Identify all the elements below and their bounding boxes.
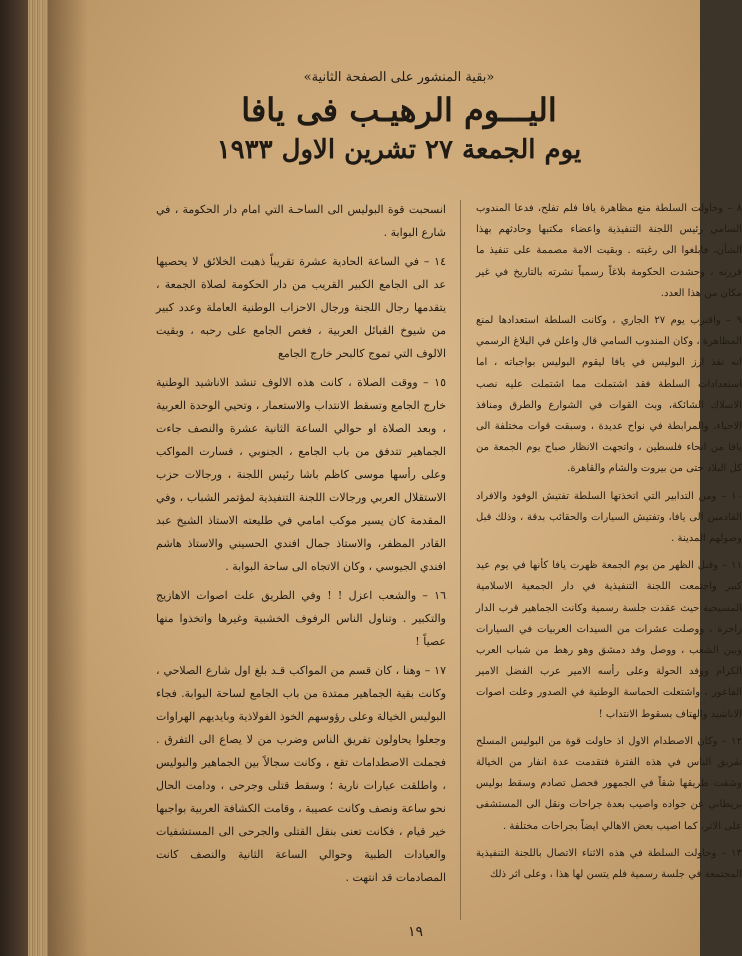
paragraph-17: ١٧ – وهنا ، كان قسم من المواكب قـد بلغ اول شارع الصلاحي ، وكانت بقية الجماهير ممتدة من باب الجامع لساحة البوابة. فجاء البوليس الخيالة وعلى رؤوسهم الخوذ الفولاذية وبايديهم الهراوات وجعلوا يحاولون تفريق الناس وضرب من لا يصاع الى التفرق . فجملت الاصطدامات تقع ، وكانت سجالاً بين الجماهير والبوليس ، واطلقت عيارات نارية ؛ وسقط قتلى وجرحى ، ودامت الحال نحو ساعة ونصف وكانت عصيبة ، وقامت الكشافة العربية بواجبها خير قيام ، فكانت تعنى بنقل القتلى والجرحى الى المستشفيات والعيادات الطبية وحوالي الساعة الثانية والنصف كانت المصادمات قد انتهت . xyxy=(156,664,446,884)
paragraph-9: ٩ – واقترب يوم ٢٧ الجاري ، وكانت السلطة استعدادها لمنع المظاهرة ، وكان المندوب السامي قال واعلن في البلاغ الرسمي انه نفذ ارز البوليس في يافا ليقوم البوليس بواجباته ، اما استعدادات السلطة فقد اشتملت مما اشتملت عليه نصب الاسلاك الشائكة، وبث القوات في الشوارع والطرق ومنافذ الاحياء، والمرابطة في نواح عديدة ، وسبقت قوات مختلفة الى يافا من انحاء فلسطين ، واتجهت الانظار صباح يوم الجمعة من كل البلاد حتى من بيروت والشام والقاهرة. xyxy=(476,315,742,475)
right-column xyxy=(476,198,742,891)
left-column xyxy=(156,198,446,895)
paragraph-12: ١٢ – وكان الاصطدام الاول اذ حاولت قوة من البوليس المسلح تفريق الناس في هذه الفترة فتقدمت عدة انفار من الخيالة وشقت طريقها شقاً في الجمهور فحصل تصادم وسقط بوليس بريطاني عن جواده واصيب بعدة جراحات ونقل الى المستشفى على الاثر، كما اصيب بعض الاهالي ايضاً بجراحات مختلفة . xyxy=(476,735,742,832)
dateline: يوم الجمعة ٢٧ تشرين الاول ١٩٣٣ xyxy=(216,135,582,165)
page-number: ١٩ xyxy=(408,924,424,940)
headline: اليـــوم الرهيـب فى يافا xyxy=(241,91,557,129)
paragraph-16: ١٦ – والشعب اعزل ! ! وفي الطريق علت اصوات الاهازيج والتكبير . وتناول الناس الرفوف الخشبية وغيرها واتخذوا منها عصياً ! xyxy=(156,589,446,648)
paragraph-14: ١٤ – في الساعة الحادية عشرة تقريباً ذهبت الخلائق لا يحصيها عد الى الجامع الكبير القريب من دار الحكومة لصلاة الجمعة ، يتقدمها رجال اللجنة ورجال الاحزاب الوطنية العاملة وعدد كبير من شيوخ القبائل العربية ، فغص الجامع على رحبه ، وبقيت الالوف التي تموج كالبحر خارج الجامع xyxy=(156,255,446,360)
column-divider xyxy=(460,200,461,920)
masthead xyxy=(108,70,690,167)
newspaper-page xyxy=(48,0,742,956)
paragraph-8: ٨ – وحاولت السلطة منع مظاهرة يافا فلم تفلح، فدعا المندوب السامي رئيس اللجنة التنفيذية واعضاء مكتبها وحادثهم بهذا الشأن، فابلغوا الى رغبته . وبقيت الامة مصممة على تنفيذ ما قررته ، وحشدت الحكومة بلاغاً رسمياً نشرته بالتاريخ في غير مكان من هذا العدد. xyxy=(476,203,742,299)
paragraph-11: ١١ – وقبل الظهر من يوم الجمعة ظهرت يافا كأنها في يوم عيد كبير واجتمعت اللجنة التنفيذية في دار الجمعية الاسلامية المسيحية حيث عقدت جلسة رسمية وكانت الجماهير قرب الدار زاخرة ، ووصلت عشرات من السيدات العربيات في السيارات وبين الشعب ، ووصل وفد دمشق وهو رهط من شباب العرب الكرام ووفد الحولة وعلى رأسه الامير عرب الفضل الامير الفاعور ، واشتعلت الحماسة الوطنية في الصدور وعلت اصوات الاناشيد والهتاف بسقوط الانتداب ! xyxy=(476,560,742,720)
paragraph-continued: انسحبت قوة البوليس الى الساحـة التي امام دار الحكومة ، في شارع البوابة . xyxy=(156,203,446,239)
paragraph-13: ١٣ – وحاولت السلطة في هذه الاثناء الاتصال باللجنة التنفيذية المجتمعة في جلسة رسمية فلم يتسن لها هذا ، وعلى اثر ذلك xyxy=(476,847,742,881)
paragraph-15: ١٥ – ووقت الصلاة ، كانت هذه الالوف تنشد الاناشيد الوطنية خارج الجامع وتسقط الانتداب والاستعمار ، وتحيي الوحدة العربية ، وبعد الصلاة او حوالي الساعة الثانية عشرة والنصف جاءت الجماهير تتدفق من باب الجامع ، الجنوبي ، فسارت المواكب وعلى رأسها موسى كاظم باشا رئيس اللجنة ، ورجالات حزب الاستقلال العربي ورجالات اللجنة التنفيذية لمؤتمر الشباب ، وفي المقدمة كان يسير موكب امامي في طليعته الاستاذ الشيخ عبد القادر المظفر، والاستاذ جمال افندي الحسيني والاستاذ هاشم افندي الجيوسي ، وكان الاتجاه الى ساحة البوابة . xyxy=(156,376,446,573)
paragraph-10: ١٠ – ومن التدابير التي اتخذتها السلطة تفتيش الوفود والافراد القادمين الى يافا، وتفتيش السيارات والحقائب بدقة ، وذلك قبل وصولهم المدينة . xyxy=(476,490,742,545)
supertitle: «بقية المنشور على الصفحة الثانية» xyxy=(303,70,495,85)
